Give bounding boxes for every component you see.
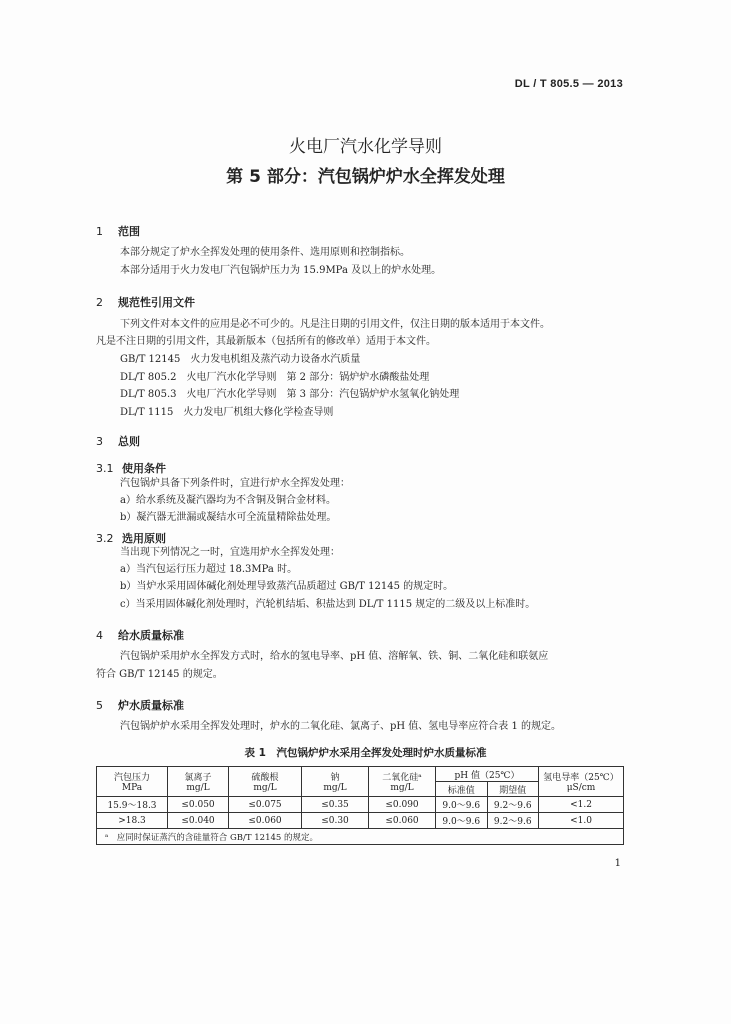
table-row — [97, 813, 624, 829]
table-cell: ≤0.30 — [302, 813, 369, 829]
table-cell: ≤0.35 — [302, 797, 369, 813]
table-cell: ≤0.050 — [168, 797, 229, 813]
section-title: 使用条件 — [122, 462, 166, 475]
header-text: 氯离子 — [184, 773, 212, 783]
header-sulfate — [229, 767, 302, 797]
section-number: 1 — [96, 225, 103, 238]
table-cell: <1.2 — [539, 797, 624, 813]
list-item: b）凝汽器无泄漏或凝结水可全流量精除盐处理。 — [120, 512, 337, 523]
section-3-2-heading — [96, 530, 166, 546]
header-unit: mg/L — [390, 783, 414, 793]
list-item: b）当炉水采用固体碱化剂处理导致蒸汽品质超过 GB/T 12145 的规定时。 — [120, 581, 454, 592]
section-4-heading — [96, 627, 184, 643]
table-cell: ≤0.060 — [369, 813, 436, 829]
header-text: 汽包压力 — [113, 773, 150, 783]
table-cell: 9.2～9.6 — [487, 813, 539, 829]
paragraph: 汽包锅炉具备下列条件时，宜进行炉水全挥发处理： — [120, 478, 350, 489]
table-cell: 15.9～18.3 — [97, 797, 168, 813]
table-cell: ≤0.090 — [369, 797, 436, 813]
section-title: 范围 — [118, 225, 140, 238]
paragraph: 本部分规定了炉水全挥发处理的使用条件、选用原则和控制指标。 — [120, 247, 410, 258]
paragraph: 下列文件对本文件的应用是必不可少的。凡是注日期的引用文件，仅注日期的版本适用于本文件。 — [120, 319, 550, 330]
section-number: 3.1 — [96, 462, 114, 475]
header-ph: pH 值（25℃） — [436, 767, 539, 782]
header-text: 氢电导率（25℃） — [543, 773, 619, 783]
table-cell: <1.0 — [539, 813, 624, 829]
list-item: c）当采用固体碱化剂处理时，汽轮机结垢、积盐达到 DL/T 1115 规定的二级及以上标准时。 — [120, 599, 536, 610]
section-number: 3.2 — [96, 532, 114, 545]
reference-item: DL/T 805.2 火电厂汽水化学导则 第 2 部分：锅炉炉水磷酸盐处理 — [120, 372, 430, 383]
reference-item: GB/T 12145 火力发电机组及蒸汽动力设备水汽质量 — [120, 354, 361, 365]
paragraph: 汽包锅炉采用炉水全挥发方式时，给水的氢电导率、pH 值、溶解氧、铁、铜、二氧化硅和联氨应 — [120, 651, 549, 662]
header-unit: mg/L — [253, 783, 277, 793]
section-1-heading — [96, 223, 140, 239]
section-3-1-heading — [96, 460, 166, 476]
table-row — [97, 797, 624, 813]
paragraph: 汽包锅炉炉水采用全挥发处理时，炉水的二氧化硅、氯离子、pH 值、氢电导率应符合表 1 的规定。 — [120, 721, 562, 732]
table-cell: 9.2～9.6 — [487, 797, 539, 813]
table-caption: 表 1 汽包锅炉炉水采用全挥发处理时炉水质量标准 — [244, 747, 487, 759]
list-item: a）给水系统及凝汽器均为不含铜及铜合金材料。 — [120, 495, 336, 506]
section-number: 3 — [96, 435, 103, 448]
header-silica — [369, 767, 436, 797]
section-title: 给水质量标准 — [118, 629, 184, 642]
header-unit: mg/L — [186, 783, 210, 793]
header-ph-expected: 期望值 — [487, 782, 539, 797]
table-note-row — [97, 829, 624, 845]
reference-item: DL/T 805.3 火电厂汽水化学导则 第 3 部分：汽包锅炉炉水氢氧化钠处理 — [120, 389, 460, 400]
header-unit: μS/cm — [566, 783, 596, 793]
section-title: 规范性引用文件 — [118, 296, 195, 309]
header-unit: MPa — [121, 783, 143, 793]
paragraph: 当出现下列情况之一时，宜选用炉水全挥发处理： — [120, 547, 340, 558]
paragraph: 符合 GB/T 12145 的规定。 — [96, 669, 223, 680]
table-header-row — [97, 767, 624, 782]
section-number: 2 — [96, 296, 103, 309]
header-text: 二氧化硅ᵃ — [382, 773, 422, 783]
doc-title: 火电厂汽水化学导则 — [289, 137, 442, 157]
section-title: 选用原则 — [122, 532, 166, 545]
table-cell: 9.0～9.6 — [436, 813, 488, 829]
header-conductivity — [539, 767, 624, 797]
reference-item: DL/T 1115 火力发电厂机组大修化学检查导则 — [120, 407, 334, 418]
header-text: 硫酸根 — [251, 773, 279, 783]
header-pressure — [97, 767, 168, 797]
paragraph: 凡是不注日期的引用文件，其最新版本（包括所有的修改单）适用于本文件。 — [96, 336, 436, 347]
header-unit: mg/L — [323, 783, 347, 793]
section-title: 总则 — [118, 435, 140, 448]
table-cell: ≤0.075 — [229, 797, 302, 813]
section-5-heading — [96, 697, 184, 713]
paragraph: 本部分适用于火力发电厂汽包锅炉压力为 15.9MPa 及以上的炉水处理。 — [120, 265, 442, 276]
section-title: 炉水质量标准 — [118, 699, 184, 712]
section-3-heading — [96, 433, 140, 449]
table-cell: 9.0～9.6 — [436, 797, 488, 813]
header-ph-standard: 标准值 — [436, 782, 488, 797]
water-quality-table — [96, 766, 624, 845]
section-number: 4 — [96, 629, 103, 642]
table-footnote: ᵃ 应同时保证蒸汽的含硅量符合 GB/T 12145 的规定。 — [97, 829, 624, 845]
header-text: 钠 — [330, 773, 340, 783]
section-number: 5 — [96, 699, 103, 712]
table-cell: ≤0.040 — [168, 813, 229, 829]
doc-subtitle: 第 5 部分：汽包锅炉炉水全挥发处理 — [226, 167, 505, 187]
standard-code: DL / T 805.5 — 2013 — [514, 78, 623, 90]
table-cell: >18.3 — [97, 813, 168, 829]
header-chloride — [168, 767, 229, 797]
table-cell: ≤0.060 — [229, 813, 302, 829]
header-sodium — [302, 767, 369, 797]
page-number: 1 — [614, 858, 621, 869]
section-2-heading — [96, 294, 195, 310]
list-item: a）当汽包运行压力超过 18.3MPa 时。 — [120, 564, 298, 575]
